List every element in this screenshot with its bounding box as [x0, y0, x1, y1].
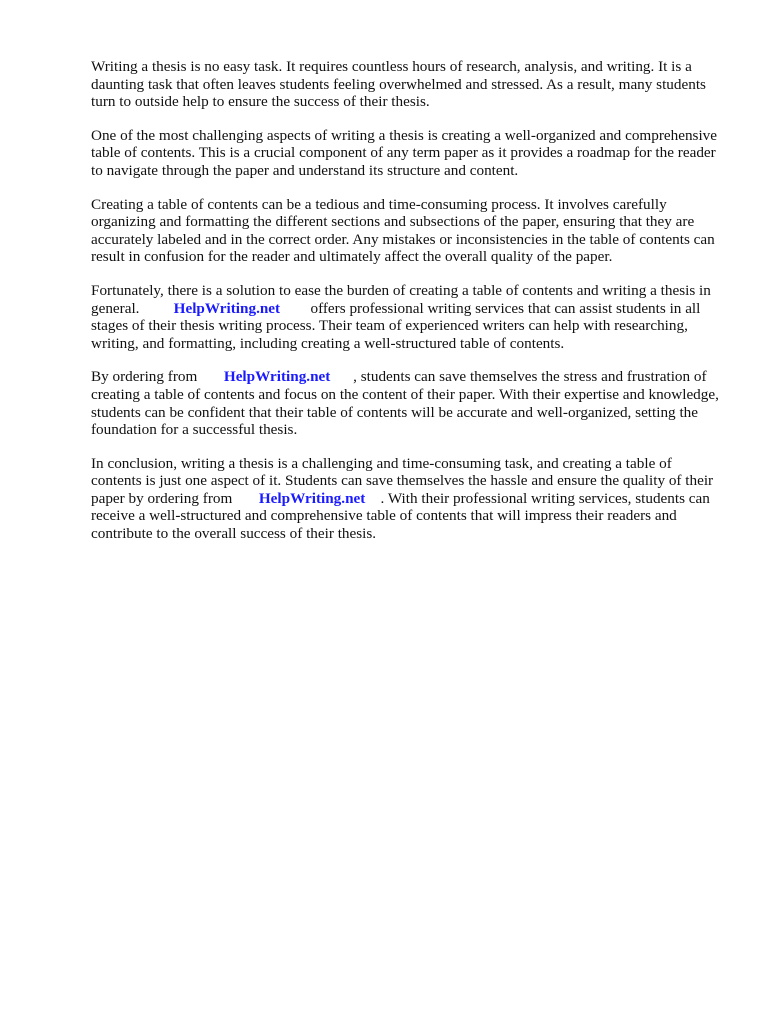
document-body [91, 58, 721, 559]
paragraph-conclusion-text-before: In conclusion, writing a thesis is a challenging and time-consuming task, and creating a table of contents is just one aspect of it. Students can save themselves the hassle and ensure the quality of their paper by ordering from [91, 454, 714, 507]
paragraph-solution [91, 282, 721, 352]
helpwriting-link-3[interactable]: HelpWriting.net [258, 489, 366, 507]
paragraph-solution-text-before: Fortunately, there is a solution to ease the burden of creating a table of contents and writing a thesis in general. [91, 281, 711, 317]
paragraph-conclusion-text-after: . With their professional writing services, students can receive a well-structured and comprehensive table of contents that will impress their readers and contribute to the overall success of their thesis. [91, 489, 710, 543]
paragraph-ordering-text-after: , students can save themselves the stress and frustration of creating a table of contents and focus on the content of their paper. With their expertise and knowledge, students can be confident that their table of contents will be accurate and well-organized, setting the foundation for a successful thesis. [91, 368, 719, 439]
helpwriting-link-1[interactable]: HelpWriting.net [173, 299, 281, 317]
paragraph-ordering [91, 368, 721, 438]
helpwriting-link-2[interactable]: HelpWriting.net [223, 368, 331, 386]
paragraph-process: Creating a table of contents can be a tedious and time-consuming process. It involves carefully organizing and formatting the different sections and subsections of the paper, ensuring that they are accurately labeled and in the correct order. Any mistakes or inconsistencies in the table of contents can result in confusion for the reader and ultimately affect the overall quality of the paper. [91, 195, 715, 266]
paragraph-ordering-text-before: By ordering from [91, 368, 198, 386]
paragraph-intro: Writing a thesis is no easy task. It requires countless hours of research, analysis, and writing. It is a daunting task that often leaves students feeling overwhelmed and stressed. As a result, many students turn to outside help to ensure the success of their thesis. [91, 58, 706, 111]
paragraph-conclusion [91, 455, 721, 543]
paragraph-challenge: One of the most challenging aspects of writing a thesis is creating a well-organized and comprehensive table of contents. This is a crucial component of any term paper as it provides a roadmap for the reader to navigate through the paper and understand its structure and content. [91, 126, 718, 179]
paragraph-solution-text-after: offers professional writing services that can assist students in all stages of their thesis writing process. Their team of experienced writers can help with researching, writing, and formatting, including creating a well-structured table of contents. [91, 299, 701, 352]
